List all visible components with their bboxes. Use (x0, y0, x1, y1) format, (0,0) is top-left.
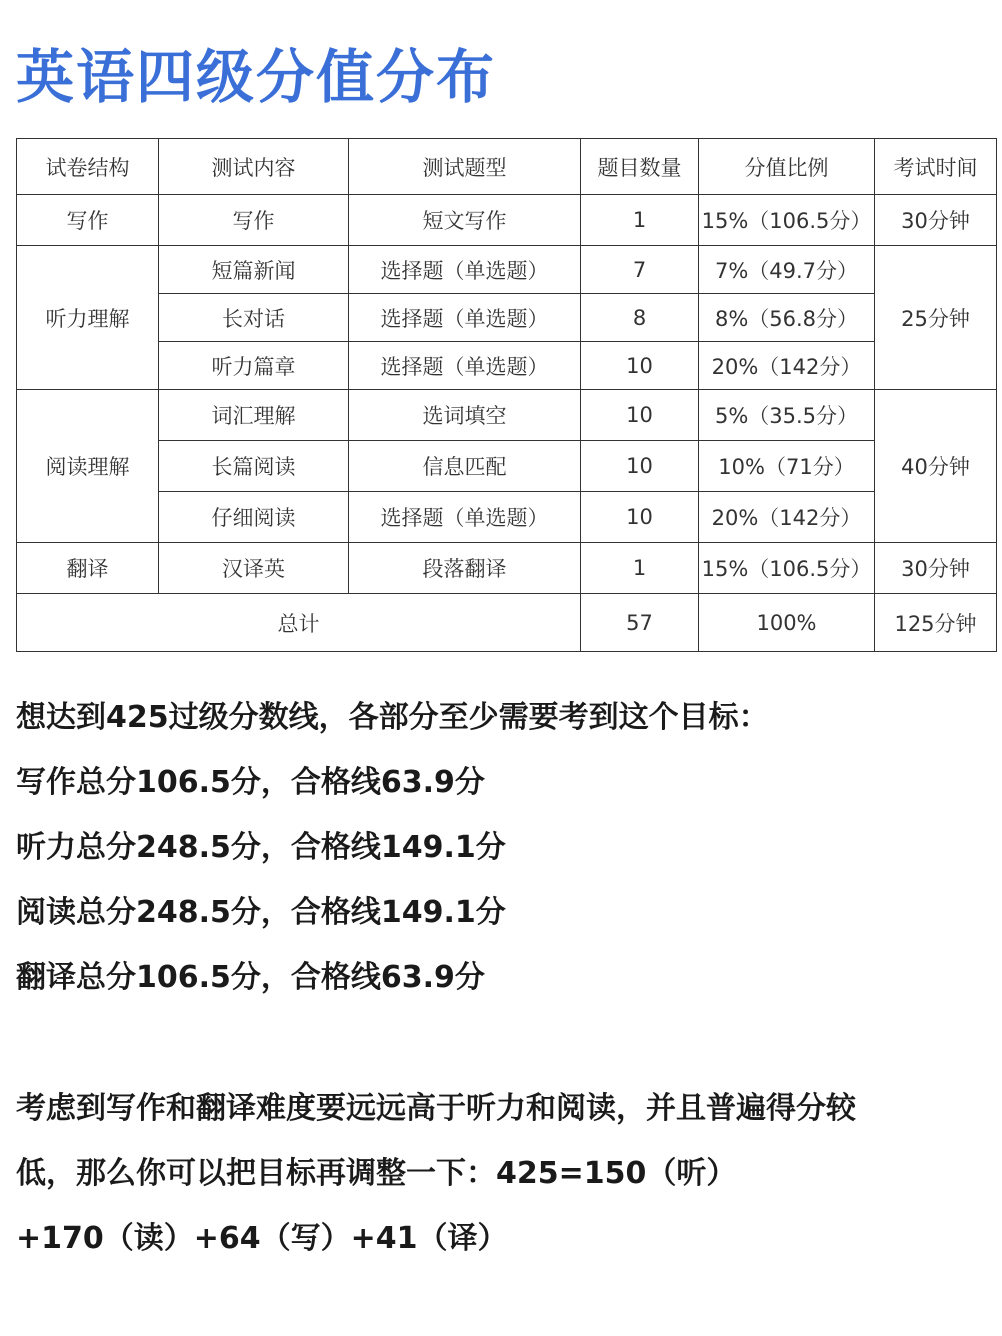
type-cell: 选择题（单选题） (349, 246, 581, 294)
advice-line: 考虑到写作和翻译难度要远远高于听力和阅读，并且普遍得分较 (16, 1091, 856, 1126)
content-cell: 词汇理解 (159, 390, 349, 441)
content-cell: 长对话 (159, 294, 349, 342)
count-cell: 7 (581, 246, 699, 294)
total-ratio: 100% (699, 594, 875, 652)
content-cell: 听力篇章 (159, 342, 349, 390)
score-distribution-table (16, 138, 997, 652)
table-row (17, 390, 997, 441)
section-cell: 阅读理解 (17, 390, 159, 543)
type-cell: 选择题（单选题） (349, 294, 581, 342)
count-cell: 1 (581, 195, 699, 246)
ratio-cell: 8%（56.8分） (699, 294, 875, 342)
total-row (17, 594, 997, 652)
count-cell: 10 (581, 390, 699, 441)
count-cell: 10 (581, 492, 699, 543)
total-label: 总计 (17, 594, 581, 652)
advice-line: 低，那么你可以把目标再调整一下：425=150（听） (16, 1156, 737, 1191)
table-row (17, 492, 997, 543)
table-row (17, 246, 997, 294)
writing-target-line: 写作总分106.5分，合格线63.9分 (16, 765, 485, 800)
header-cell: 试卷结构 (17, 139, 159, 195)
content-cell: 写作 (159, 195, 349, 246)
header-cell: 考试时间 (875, 139, 997, 195)
content-cell: 短篇新闻 (159, 246, 349, 294)
type-cell: 短文写作 (349, 195, 581, 246)
header-cell: 测试题型 (349, 139, 581, 195)
advice-line: +170（读）+64（写）+41（译） (16, 1221, 508, 1256)
listening-target-line: 听力总分248.5分，合格线149.1分 (16, 830, 506, 865)
section-cell: 写作 (17, 195, 159, 246)
total-time: 125分钟 (875, 594, 997, 652)
count-cell: 10 (581, 441, 699, 492)
ratio-cell: 15%（106.5分） (699, 195, 875, 246)
time-cell: 30分钟 (875, 543, 997, 594)
translation-target-line: 翻译总分106.5分，合格线63.9分 (16, 960, 485, 995)
header-cell: 分值比例 (699, 139, 875, 195)
time-cell: 40分钟 (875, 390, 997, 543)
header-cell: 题目数量 (581, 139, 699, 195)
table-row (17, 543, 997, 594)
table-row (17, 195, 997, 246)
type-cell: 选择题（单选题） (349, 342, 581, 390)
target-intro-line: 想达到425过级分数线，各部分至少需要考到这个目标： (16, 700, 769, 735)
ratio-cell: 10%（71分） (699, 441, 875, 492)
ratio-cell: 15%（106.5分） (699, 543, 875, 594)
reading-target-line: 阅读总分248.5分，合格线149.1分 (16, 895, 506, 930)
ratio-cell: 20%（142分） (699, 492, 875, 543)
type-cell: 信息匹配 (349, 441, 581, 492)
section-cell: 听力理解 (17, 246, 159, 390)
count-cell: 10 (581, 342, 699, 390)
time-cell: 30分钟 (875, 195, 997, 246)
content-cell: 汉译英 (159, 543, 349, 594)
table-row (17, 294, 997, 342)
table-row (17, 342, 997, 390)
count-cell: 8 (581, 294, 699, 342)
ratio-cell: 7%（49.7分） (699, 246, 875, 294)
table-header-row (17, 139, 997, 195)
content-cell: 仔细阅读 (159, 492, 349, 543)
page-title: 英语四级分值分布 (16, 43, 497, 111)
count-cell: 1 (581, 543, 699, 594)
ratio-cell: 20%（142分） (699, 342, 875, 390)
type-cell: 选词填空 (349, 390, 581, 441)
type-cell: 段落翻译 (349, 543, 581, 594)
total-count: 57 (581, 594, 699, 652)
header-cell: 测试内容 (159, 139, 349, 195)
type-cell: 选择题（单选题） (349, 492, 581, 543)
ratio-cell: 5%（35.5分） (699, 390, 875, 441)
table-row (17, 441, 997, 492)
time-cell: 25分钟 (875, 246, 997, 390)
section-cell: 翻译 (17, 543, 159, 594)
content-cell: 长篇阅读 (159, 441, 349, 492)
